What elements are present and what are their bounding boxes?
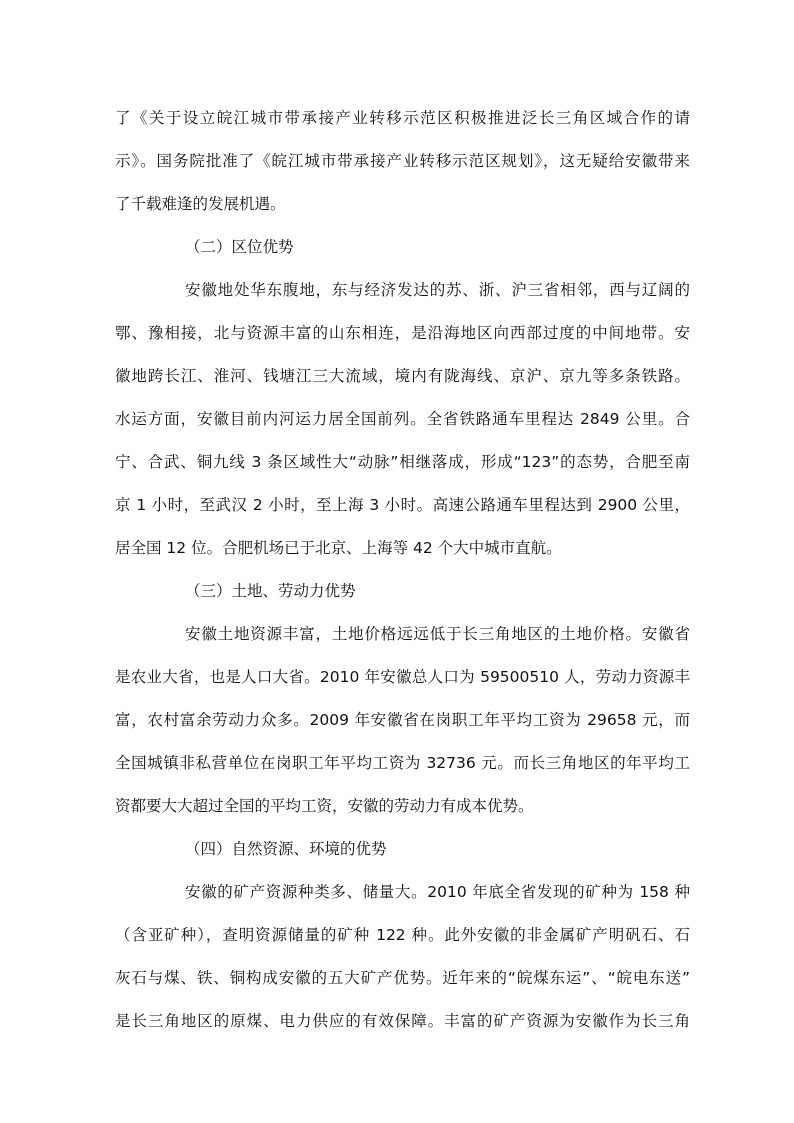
text-line: 全国城镇非私营单位在岗职工年平均工资为 32736 元。而长三角地区的年平均工 — [115, 754, 690, 772]
section-heading: （四）自然资源、环境的优势 — [185, 840, 387, 858]
section-heading: （三）土地、劳动力优势 — [185, 582, 356, 600]
text-line: 安徽的矿产资源种类多、储量大。2010 年底全省发现的矿种为 158 种 — [185, 883, 690, 901]
text-line: 安徽土地资源丰富，土地价格远远低于长三角地区的土地价格。安徽省 — [185, 625, 690, 643]
text-line: 示》。国务院批准了《皖江城市带承接产业转移示范区规划》，这无疑给安徽带来 — [115, 152, 690, 170]
text-line: 居全国 12 位。合肥机场已于北京、上海等 42 个大中城市直航。 — [115, 539, 562, 557]
text-line: 了《关于设立皖江城市带承接产业转移示范区积极推进泛长三角区域合作的请 — [115, 109, 690, 127]
text-line: 京 1 小时，至武汉 2 小时，至上海 3 小时。高速公路通车里程达到 2900 公里， — [115, 496, 690, 514]
text-line: 鄂、豫相接，北与资源丰富的山东相连，是沿海地区向西部过度的中间地带。安 — [115, 324, 690, 342]
text-line: 了千载难逢的发展机遇。 — [115, 195, 286, 213]
section-heading: （二）区位优势 — [185, 238, 294, 256]
text-line: 是农业大省，也是人口大省。2010 年安徽总人口为 59500510 人，劳动力资源丰 — [115, 668, 690, 686]
text-line: 徽地跨长江、淮河、钱塘江三大流域，境内有陇海线、京沪、京九等多条铁路。 — [115, 367, 690, 385]
text-line: 水运方面，安徽目前内河运力居全国前列。全省铁路通车里程达 2849 公里。合 — [115, 410, 690, 428]
text-line: 宁、合武、铜九线 3 条区域性大“动脉”相继落成，形成“123”的态势，合肥至南 — [115, 453, 690, 471]
text-line: 是长三角地区的原煤、电力供应的有效保障。丰富的矿产资源为安徽作为长三角 — [115, 1012, 690, 1030]
text-line: 安徽地处华东腹地，东与经济发达的苏、浙、沪三省相邻，西与辽阔的 — [185, 281, 690, 299]
text-line: （含亚矿种），查明资源储量的矿种 122 种。此外安徽的非金属矿产明矾石、石 — [115, 926, 690, 944]
text-line: 灰石与煤、铁、铜构成安徽的五大矿产优势。近年来的“皖煤东运”、“皖电东送” — [115, 969, 690, 987]
text-line: 富，农村富余劳动力众多。2009 年安徽省在岗职工年平均工资为 29658 元，而 — [115, 711, 690, 729]
text-line: 资都要大大超过全国的平均工资，安徽的劳动力有成本优势。 — [115, 797, 534, 815]
